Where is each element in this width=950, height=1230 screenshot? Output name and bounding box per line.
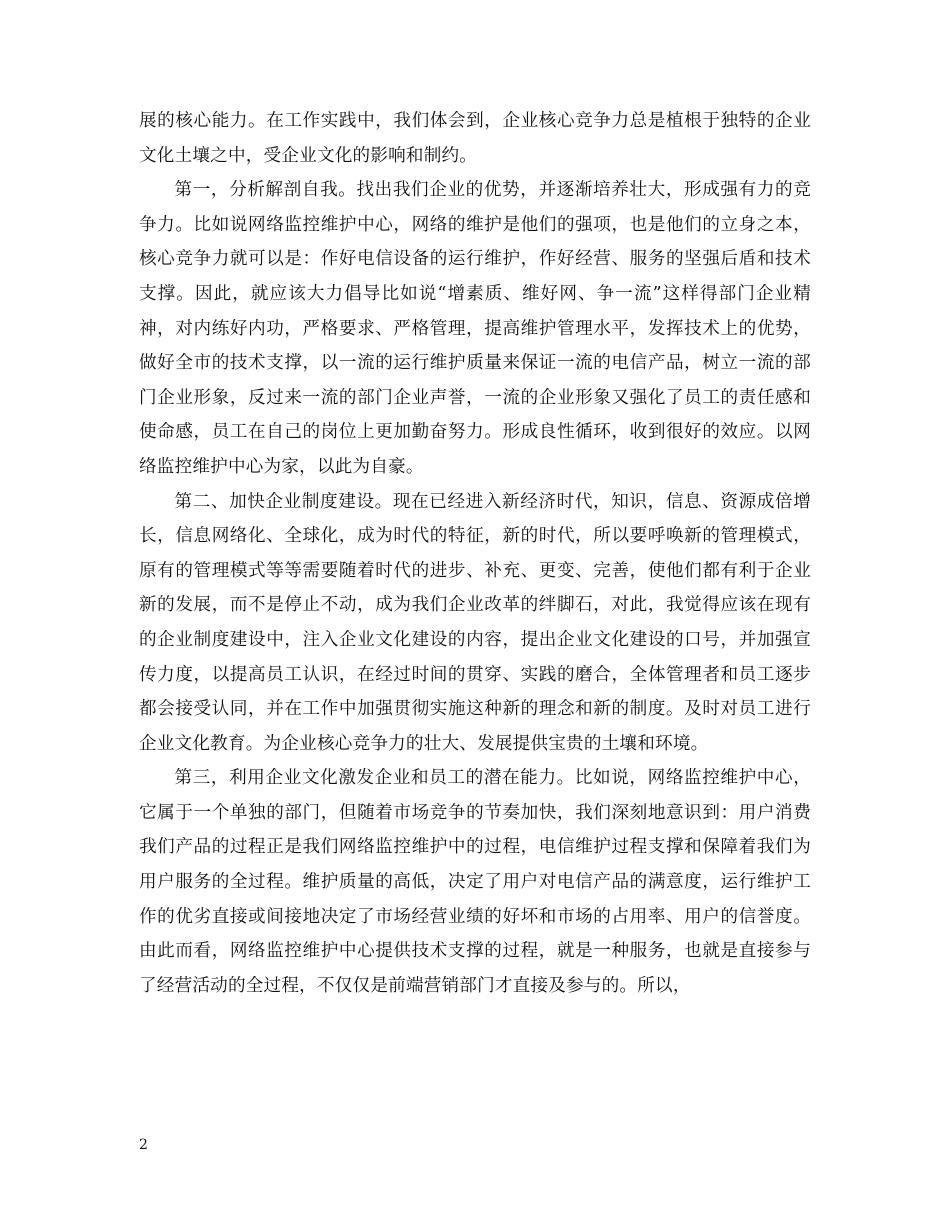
paragraph-first-point: 第一，分析解剖自我。找出我们企业的优势，并逐渐培养壮大，形成强有力的竞争力。比如说网络监控维护中心，网络的维护是他们的强项，也是他们的立身之本，核心竞争力就可以是：作好电信设备的运行维护，作好经营、服务的坚强后盾和技术支撑。因此，就应该大力倡导比如说“增素质、维好网、争一流”这样得部门企业精神，对内练好内功，严格要求、严格管理，提高维护管理水平，发挥技术上的优势，做好全市的技术支撑，以一流的运行维护质量来保证一流的电信产品，树立一流的部门企业形象，反过来一流的部门企业声誉，一流的企业形象又强化了员工的责任感和使命感，员工在自己的岗位上更加勤奋努力。形成良性循环，收到很好的效应。以网络监控维护中心为家，以此为自豪。 [139, 180, 811, 477]
page-number: 2 [139, 1137, 148, 1153]
paragraph-second-point: 第二、加快企业制度建设。现在已经进入新经济时代，知识，信息、资源成倍增长，信息网络化、全球化，成为时代的特征，新的时代，所以要呼唤新的管理模式，原有的管理模式等等需要随着时代的进步、补充、更变、完善，使他们都有利于企业新的发展，而不是停止不动，成为我们企业改革的绊脚石，对此，我觉得应该在现有的企业制度建设中，注入企业文化建设的内容，提出企业文化建设的口号，并加强宣传力度，以提高员工认识，在经过时间的贯穿、实践的磨合，全体管理者和员工逐步都会接受认同，并在工作中加强贯彻实施这种新的理念和新的制度。及时对员工进行企业文化教育。为企业核心竞争力的壮大、发展提供宝贵的土壤和环境。 [139, 491, 811, 754]
paragraph-continued: 展的核心能力。在工作实践中，我们体会到，企业核心竞争力总是植根于独特的企业文化土壤之中，受企业文化的影响和制约。 [139, 111, 811, 166]
paragraph-third-point: 第三，利用企业文化激发企业和员工的潜在能力。比如说，网络监控维护中心，它属于一个单独的部门，但随着市场竞争的节奏加快，我们深刻地意识到：用户消费我们产品的过程正是我们网络监控维护中的过程，电信维护过程支撑和保障着我们为用户服务的全过程。维护质量的高低，决定了用户对电信产品的满意度，运行维护工作的优劣直接或间接地决定了市场经营业绩的好坏和市场的占用率、用户的信誉度。由此而看，网络监控维护中心提供技术支撑的过程，就是一种服务，也就是直接参与了经营活动的全过程，不仅仅是前端营销部门才直接及参与的。所以， [139, 768, 811, 996]
body-text [139, 104, 811, 1003]
